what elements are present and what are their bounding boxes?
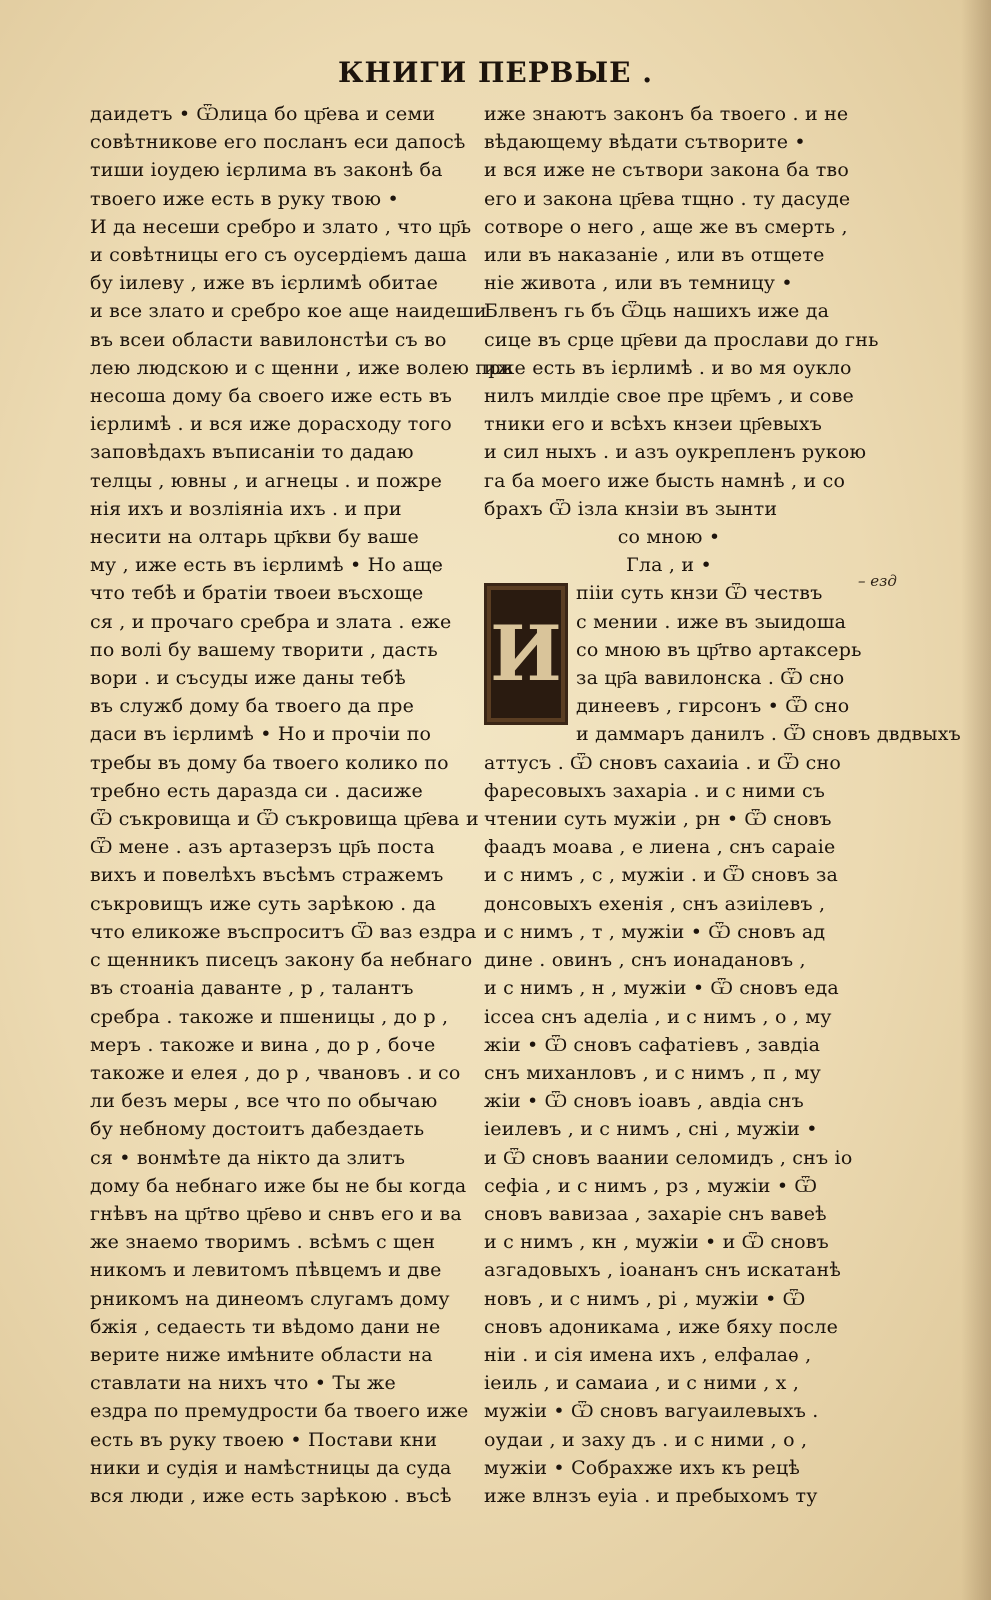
text-line: га ба моего иже бысть намнѣ , и со (484, 469, 846, 492)
caption-line: Гла , и • (626, 554, 712, 577)
text-line: телцы , ювны , и агнецы . и пожре (90, 469, 443, 492)
text-line: со мною въ цр҃тво артаксерь (576, 638, 862, 661)
text-line: и с нимъ , н , мужіи • Ѿ сновъ еда (484, 977, 839, 1000)
text-line: совѣтникове его посланъ еси дапосѣ (90, 131, 466, 154)
right-column-bottom-text (484, 749, 854, 1510)
text-line: жіи • Ѿ сновъ іоавъ , авдіа снъ (484, 1090, 804, 1113)
text-line: никомъ и левитомъ пѣвцемъ и две (90, 1259, 442, 1282)
text-line: и Ѿ сновъ ваании селомидъ , снъ іо (484, 1146, 853, 1169)
text-line: и вся иже не сътвори закона ба тво (484, 159, 849, 182)
page-edge-shadow (961, 0, 991, 1600)
text-line: по волі бу вашему творити , дасть (90, 638, 438, 661)
text-line: въ служб дому ба твоего да пре (90, 695, 415, 718)
text-line: фаадъ моава , е лиена , снъ сараіе (484, 836, 836, 859)
text-line: И да несеши сребро и злато , что цр҃ь (90, 215, 472, 238)
text-line: нія ихъ и возліяніа ихъ . и при (90, 497, 402, 520)
text-line: пііи суть кнзи Ѿ чествъ (576, 582, 823, 605)
text-line: бу небному достоитъ дабездаеть (90, 1118, 425, 1141)
text-line: Ѿ мене . азъ артазерзъ цр҃ь поста (90, 836, 435, 859)
text-line: сице въ срце цр҃еви да прослави до гнь (484, 328, 879, 351)
text-line: и с нимъ , с , мужіи . и Ѿ сновъ за (484, 864, 839, 887)
text-line: рникомъ на динеомъ слугамъ дому (90, 1287, 450, 1310)
text-line: и сил ныхъ . и азъ оукрепленъ рукою (484, 441, 867, 464)
margin-note: – езд (858, 572, 897, 590)
page-heading: КНИГИ ПЕРВЫЕ . (338, 56, 653, 89)
text-line: бу іилеву , иже въ ієрлимѣ обитае (90, 272, 439, 295)
text-line: лею людскою и с щенни , иже волею при (90, 356, 514, 379)
text-line: вори . и съсуды иже даны тебѣ (90, 667, 406, 690)
text-line: и совѣтницы его съ оусердіемъ даша (90, 244, 468, 267)
text-line: ездра по премудрости ба твоего иже (90, 1400, 469, 1423)
text-line: мужіи • Ѿ сновъ вагуаилевыхъ . (484, 1400, 819, 1423)
text-line: за цр҃а вавилонска . Ѿ сно (576, 667, 845, 690)
text-line: твоего иже есть в руку твою • (90, 187, 399, 210)
caption-line: со мною • (617, 526, 721, 549)
text-line: с мении . иже въ зыидоша (576, 610, 847, 633)
text-line: сефіа , и с нимъ , рз , мужіи • Ѿ (484, 1174, 817, 1197)
text-line: снъ миханловъ , и с нимъ , п , му (484, 1061, 822, 1084)
text-line: его и закона цр҃ева тщно . ту дасуде (484, 187, 851, 210)
text-line: ієрлимѣ . и вся иже дорасходу того (90, 413, 452, 436)
text-line: и даммаръ данилъ . Ѿ сновъ двдвыхъ (576, 723, 961, 746)
text-line: вся люди , иже есть зарѣкою . въсѣ (90, 1484, 452, 1507)
text-line: вихъ и повелѣхъ въсѣмъ стражемъ (90, 864, 444, 887)
text-line: му , иже есть въ ієрлимѣ • Но аще (90, 554, 444, 577)
text-line: иже влнзъ еуіа . и пребыхомъ ту (484, 1484, 818, 1507)
right-column-top-text (484, 100, 879, 523)
text-line: дине . овинъ , снъ ионадановъ , (484, 949, 806, 972)
text-line: что тебѣ и братіи твоеи въсхоще (90, 582, 424, 605)
text-line: и все злато и сребро кое аще наидеши (90, 300, 487, 323)
text-line: с щенникъ писецъ закону ба небнаго (90, 949, 473, 972)
text-line: и с нимъ , кн , мужіи • и Ѿ сновъ (484, 1231, 829, 1254)
text-line: брахъ Ѿ ізла кнзіи въ зынти (484, 497, 778, 520)
text-line: Блвенъ гь бъ Ѿць нашихъ иже да (484, 300, 830, 323)
text-line: азгадовыхъ , іоананъ снъ искатанѣ (484, 1259, 841, 1282)
text-line: іеиль , и самаиа , и с ними , х , (484, 1372, 800, 1395)
text-line: заповѣдахъ въписаніи то дадаю (90, 441, 414, 464)
text-line: сновъ адоникама , иже бяху после (484, 1315, 839, 1338)
text-line: фаресовыхъ захаріа . и с ними съ (484, 779, 826, 802)
text-line: ніе живота , или въ темницу • (484, 272, 793, 295)
text-line: же знаемо творимъ . всѣмъ с щен (90, 1231, 436, 1254)
text-line: тники его и всѣхъ кнзеи цр҃евыхъ (484, 413, 823, 436)
text-line: ники и судія и намѣстницы да суда (90, 1456, 452, 1479)
chapter-caption (484, 523, 854, 579)
text-line: оудаи , и заху дъ . и с ними , о , (484, 1428, 808, 1451)
text-line: несоша дому ба своего иже есть въ (90, 385, 453, 408)
text-line: новъ , и с нимъ , рі , мужіи • Ѿ (484, 1287, 806, 1310)
text-line: донсовыхъ ехенія , снъ азиілевъ , (484, 892, 826, 915)
text-line: іссеа снъ аделіа , и с нимъ , о , му (484, 1005, 832, 1028)
text-line: Ѿ съкровища и Ѿ съкровища цр҃ева и (90, 808, 479, 831)
text-line: ніи . и сія имена ихъ , елфалаѳ , (484, 1343, 812, 1366)
text-line: или въ наказаніе , или въ отщете (484, 244, 825, 267)
text-line: аттусъ . Ѿ сновъ сахаиіа . и Ѿ сно (484, 751, 842, 774)
text-line: динеевъ , гирсонъ • Ѿ сно (576, 695, 850, 718)
text-line: тиши іоудею ієрлима въ законѣ ба (90, 159, 443, 182)
text-line: такоже и елея , до р , чвановъ . и со (90, 1061, 461, 1084)
text-line: съкровищъ иже суть зарѣкою . да (90, 892, 437, 915)
text-line: ставлати на нихъ что • Ты же (90, 1372, 396, 1395)
text-line: ся , и прочаго сребра и злата . еже (90, 610, 452, 633)
text-line: мужіи • Собрахже ихъ къ рецѣ (484, 1456, 801, 1479)
text-line: бжія , седаесть ти вѣдомо дани не (90, 1315, 441, 1338)
left-text-column (90, 100, 514, 1510)
text-line: несити на олтарь цр҃кви бу ваше (90, 526, 419, 549)
text-line: гнѣвъ на цр҃тво цр҃ево и снвъ его и ва (90, 1202, 462, 1225)
text-line: даси въ ієрлимѣ • Но и прочіи по (90, 723, 432, 746)
text-line: требно есть даразда си . дасиже (90, 779, 423, 802)
text-line: жіи • Ѿ сновъ сафатіевъ , завдіа (484, 1033, 821, 1056)
text-line: даидетъ • Ѿлица бо цр҃ева и семи (90, 103, 436, 125)
text-line: вѣдающему вѣдати сътворите • (484, 131, 806, 154)
text-line: сновъ вавизаа , захаріе снъ вавеѣ (484, 1202, 827, 1225)
text-line: сребра . такоже и пшеницы , до р , (90, 1005, 449, 1028)
text-line: верите ниже имѣните области на (90, 1343, 433, 1366)
text-line: и с нимъ , т , мужіи • Ѿ сновъ ад (484, 920, 826, 943)
text-line: иже знаютъ законъ ба твоего . и не (484, 103, 849, 125)
text-line: въ стоаніа даванте , р , талантъ (90, 977, 414, 1000)
text-line: меръ . такоже и вина , до р , боче (90, 1033, 436, 1056)
text-line: что еликоже въспроситъ Ѿ ваз ездра (90, 920, 477, 943)
text-line: требы въ дому ба твоего колико по (90, 751, 449, 774)
text-line: въ всеи области вавилонстѣи съ во (90, 328, 447, 351)
text-line: иже есть въ ієрлимѣ . и во мя оукло (484, 356, 852, 379)
text-line: есть въ руку твоею • Постави кни (90, 1428, 438, 1451)
text-line: дому ба небнаго иже бы не бы когда (90, 1174, 467, 1197)
decorated-initial-letter: И (484, 583, 568, 725)
text-line: сотворе о него , аще же въ смерть , (484, 215, 848, 238)
text-line: ся • вонмѣте да нікто да злитъ (90, 1146, 406, 1169)
text-line: нилъ милдіе свое пре цр҃емъ , и сове (484, 385, 854, 408)
text-line: ли безъ меры , все что по обычаю (90, 1090, 438, 1113)
text-line: іеилевъ , и с нимъ , сні , мужіи • (484, 1118, 818, 1141)
text-line: чтении суть мужіи , рн • Ѿ сновъ (484, 808, 832, 831)
